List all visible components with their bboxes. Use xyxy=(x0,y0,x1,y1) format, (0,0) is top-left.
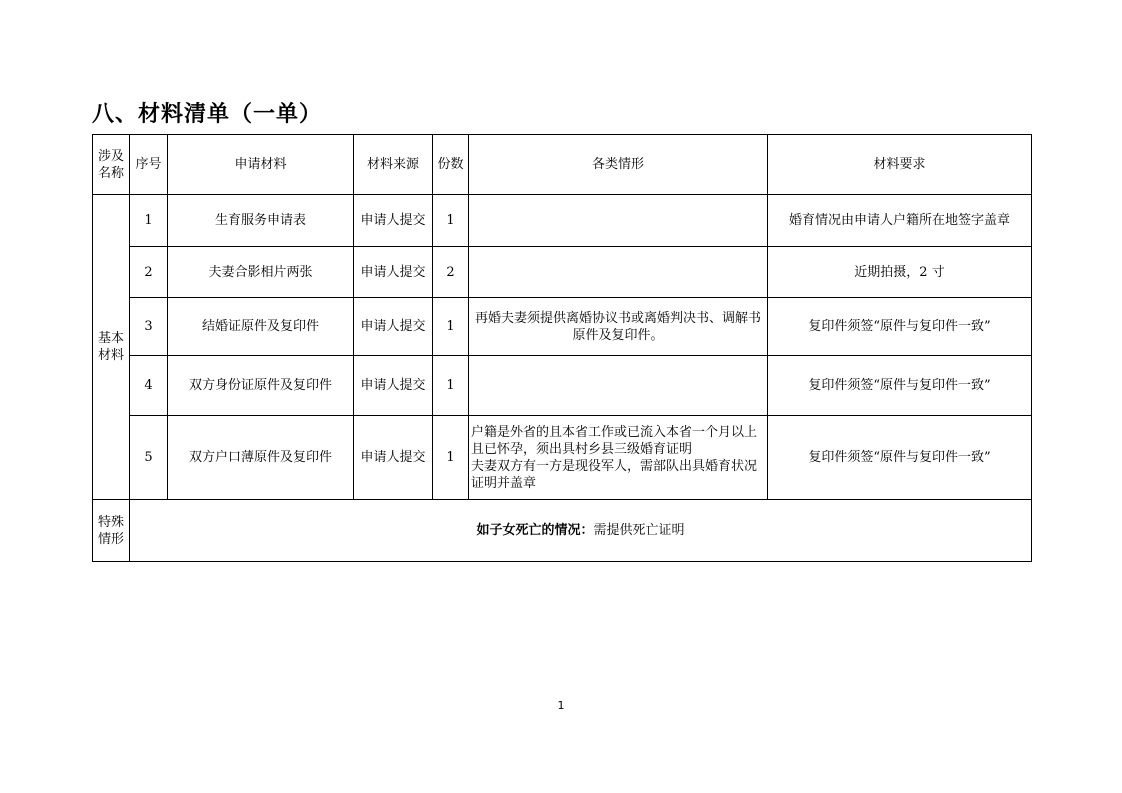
basic-category-cell: 基本材料 xyxy=(93,195,130,500)
table-row xyxy=(93,195,1032,247)
special-cell xyxy=(130,500,1032,562)
row-index: 1 xyxy=(130,195,168,247)
row-material: 夫妻合影相片两张 xyxy=(168,247,354,298)
row-requirement: 近期拍摄，2 寸 xyxy=(768,247,1032,298)
row-requirement: 复印件须签“原件与复印件一致” xyxy=(768,356,1032,416)
situation-line: 户籍是外省的且本省工作或已流入本省一个月以上且已怀孕，须出具村乡县三级婚育证明 xyxy=(471,424,758,457)
row-situation xyxy=(469,356,768,416)
row-situation xyxy=(469,416,768,500)
header-category: 涉及名称 xyxy=(93,135,130,195)
row-material: 生育服务申请表 xyxy=(168,195,354,247)
row-requirement: 复印件须签“原件与复印件一致” xyxy=(768,416,1032,500)
header-situation: 各类情形 xyxy=(469,135,768,195)
special-category-cell: 特殊情形 xyxy=(93,500,130,562)
row-material: 双方户口薄原件及复印件 xyxy=(168,416,354,500)
row-copies: 1 xyxy=(433,416,469,500)
row-index: 4 xyxy=(130,356,168,416)
header-row xyxy=(93,135,1032,195)
row-index: 2 xyxy=(130,247,168,298)
row-source: 申请人提交 xyxy=(354,195,433,247)
header-source: 材料来源 xyxy=(354,135,433,195)
page-title: 八、材料清单（一单） xyxy=(92,102,323,127)
header-requirement: 材料要求 xyxy=(768,135,1032,195)
table-row xyxy=(93,298,1032,356)
header-copies: 份数 xyxy=(433,135,469,195)
materials-table xyxy=(92,134,1032,562)
row-material: 双方身份证原件及复印件 xyxy=(168,356,354,416)
row-source: 申请人提交 xyxy=(354,356,433,416)
header-index: 序号 xyxy=(130,135,168,195)
special-text: 需提供死亡证明 xyxy=(593,523,685,538)
table-row xyxy=(93,416,1032,500)
row-copies: 2 xyxy=(433,247,469,298)
table-row xyxy=(93,356,1032,416)
page-number: 1 xyxy=(557,699,565,712)
table-row xyxy=(93,247,1032,298)
row-situation xyxy=(469,247,768,298)
row-source: 申请人提交 xyxy=(354,247,433,298)
row-index: 3 xyxy=(130,298,168,356)
row-source: 申请人提交 xyxy=(354,416,433,500)
special-row xyxy=(93,500,1032,562)
row-copies: 1 xyxy=(433,356,469,416)
situation-line: 夫妻双方有一方是现役军人，需部队出具婚育状况证明并盖章 xyxy=(471,458,758,491)
header-material: 申请材料 xyxy=(168,135,354,195)
row-material: 结婚证原件及复印件 xyxy=(168,298,354,356)
row-situation xyxy=(469,195,768,247)
row-situation: 再婚夫妻须提供离婚协议书或离婚判决书、调解书原件及复印件。 xyxy=(469,298,768,356)
row-requirement: 复印件须签“原件与复印件一致” xyxy=(768,298,1032,356)
row-copies: 1 xyxy=(433,298,469,356)
row-source: 申请人提交 xyxy=(354,298,433,356)
row-copies: 1 xyxy=(433,195,469,247)
special-label: 如子女死亡的情况： xyxy=(476,523,594,538)
row-index: 5 xyxy=(130,416,168,500)
row-requirement: 婚育情况由申请人户籍所在地签字盖章 xyxy=(768,195,1032,247)
